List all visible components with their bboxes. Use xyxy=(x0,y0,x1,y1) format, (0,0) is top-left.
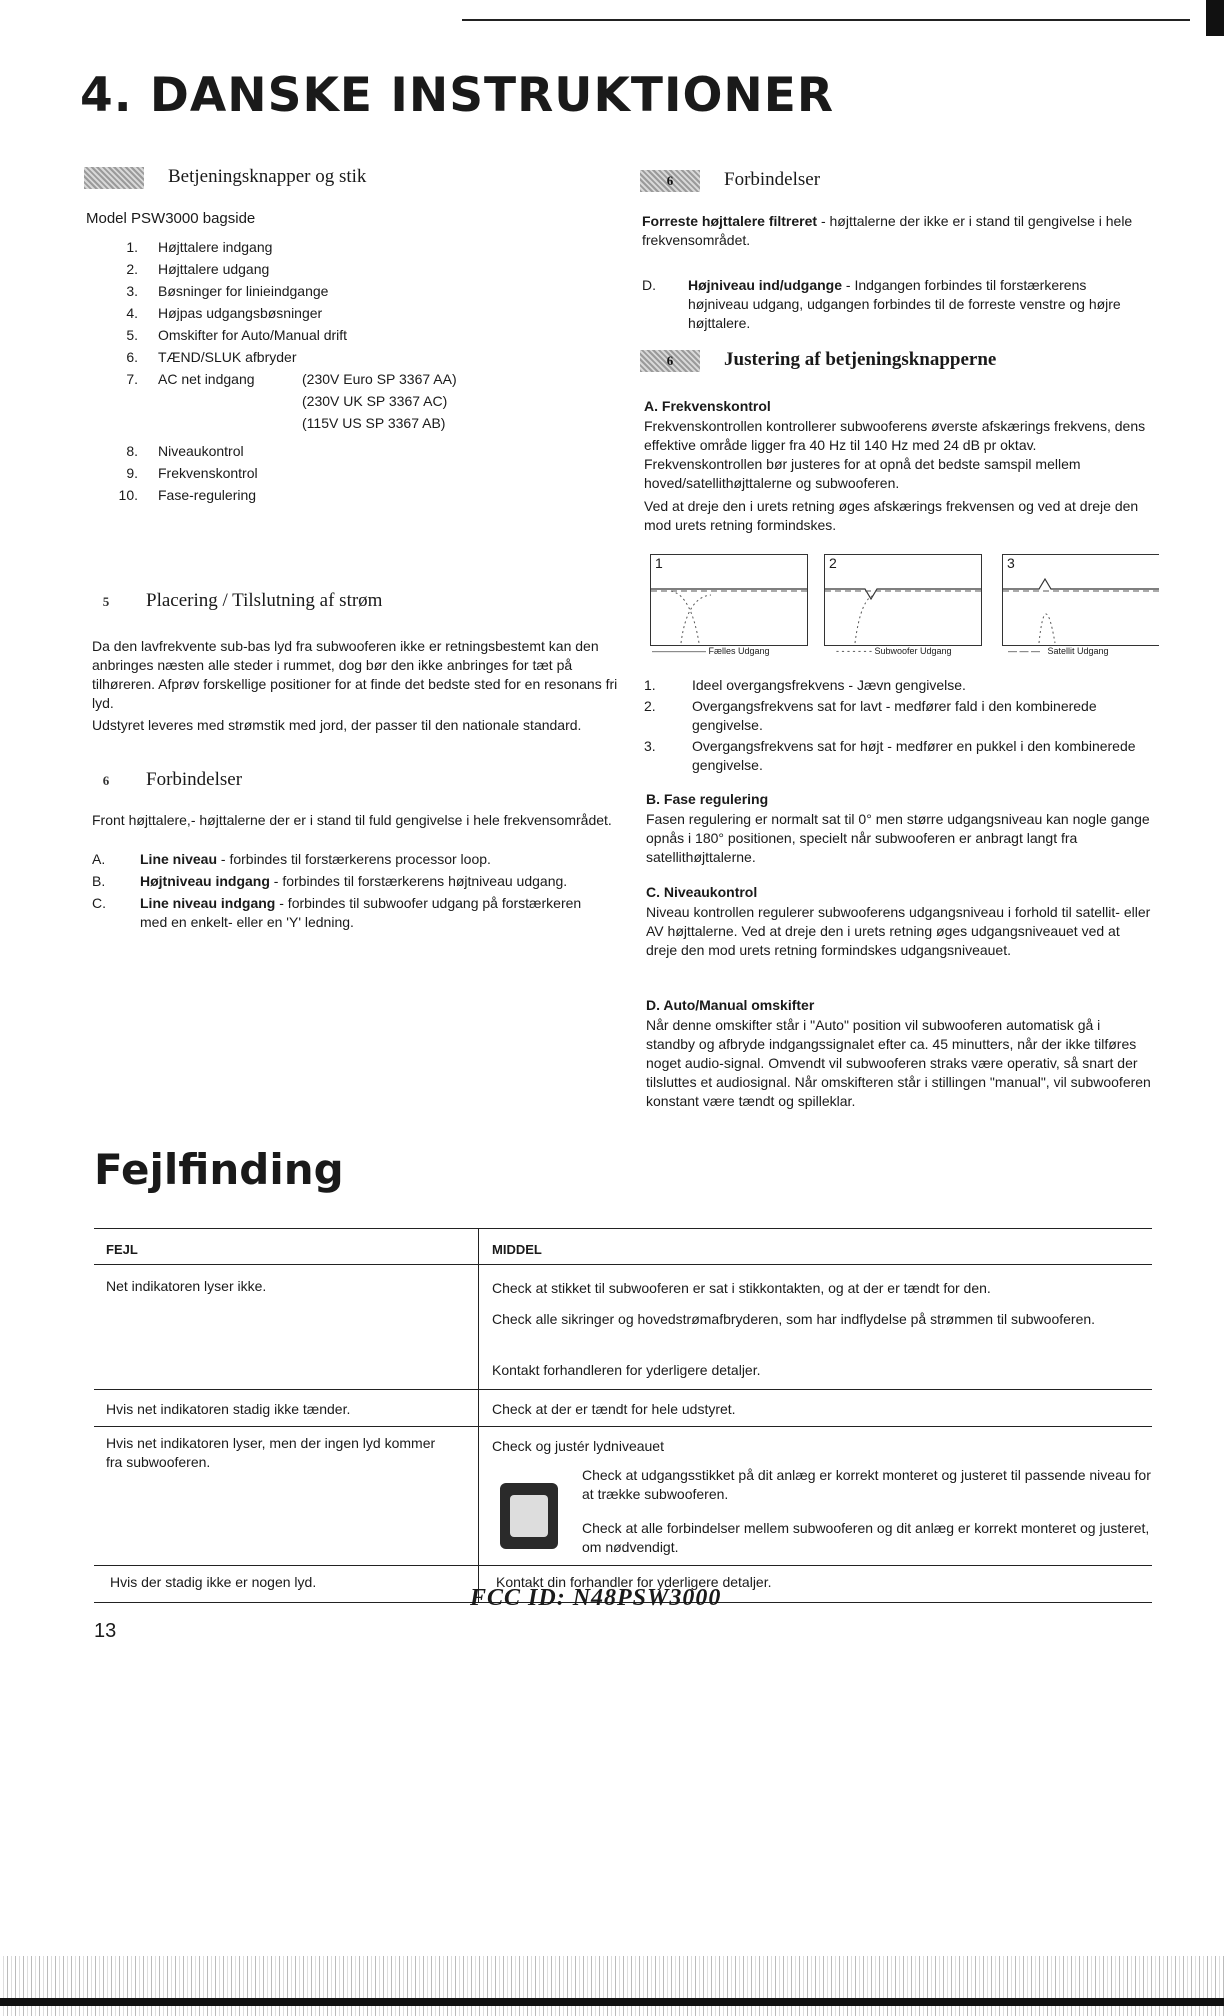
section-badge-icon xyxy=(84,167,144,189)
adjustment-heading: 6 Justering af betjeningsknapperne xyxy=(640,349,996,372)
table-rule xyxy=(94,1228,1152,1229)
list-item: 1. Højttalere indgang xyxy=(126,239,273,255)
scan-noise xyxy=(0,1956,1224,2016)
list-item: 2. Højttalere udgang xyxy=(126,261,270,277)
phase-title: B. Fase regulering xyxy=(646,791,769,807)
list-item: 10. Fase-regulering xyxy=(118,487,257,503)
list-item: 8. Niveaukontrol xyxy=(126,443,244,459)
table-row-middel: Check at alle forbindelser mellem subwooferen og dit anlæg er korrekt monteret og justeret, om nødvendigt. xyxy=(582,1520,1150,1555)
bottom-bar xyxy=(0,1998,1224,2006)
section-connections-heading: 6 Forbindelser xyxy=(102,769,243,790)
table-rule xyxy=(94,1389,1152,1390)
list-item: 6. TÆND/SLUK afbryder xyxy=(126,349,297,365)
list-item: 5. Omskifter for Auto/Manual drift xyxy=(126,327,348,343)
table-row-middel: Check at udgangsstikket på dit anlæg er korrekt monteret og justeret til passende niveau for at trække subwooferen. xyxy=(582,1467,1151,1502)
table-rule xyxy=(94,1565,1152,1566)
model-label: Model PSW3000 bagside xyxy=(86,210,256,227)
table-divider xyxy=(478,1228,479,1602)
front-speakers-text: Forreste højttalere filtreret - højttalerne der ikke er i stand til gengivelse i hele frekvensområdet. xyxy=(642,213,1133,248)
auto-manual-title: D. Auto/Manual omskifter xyxy=(646,997,815,1013)
table-row-middel: Check at stikket til subwooferen er sat i stikkontakten, og at der er tændt for den. xyxy=(492,1280,991,1296)
phase-text: Fasen regulering er normalt sat til 0° men større udgangsniveau kan nogle gange opnås i 180° positionen, specielt når subwooferen er anbragt langt fra satellithøjttalerne. xyxy=(646,811,1150,865)
list-item: A. Line niveau - forbindes til forstærkerens processor loop. xyxy=(92,851,491,867)
legend-common: —————— Fælles Udgang xyxy=(652,646,770,656)
table-row-middel: Check alle sikringer og hovedstrømafbryderen, som har indflydelse på strømmen til subwooferen. xyxy=(492,1311,1096,1327)
fcc-id-stamp: FCC ID: N48PSW3000 xyxy=(470,1585,722,1611)
list-item: B. Højtniveau indgang - forbindes til forstærkerens højtniveau udgang. xyxy=(92,873,568,889)
list-item: 7. AC net indgang (230V Euro SP 3367 AA) (230V UK SP 3367 AC) (115V US SP 3367 AB) xyxy=(126,371,457,431)
table-row-fejl: Hvis net indikatoren lyser, men der ingen lyd kommer fra subwooferen. xyxy=(106,1435,436,1470)
freq-list xyxy=(644,676,1152,775)
level-title: C. Niveaukontrol xyxy=(646,884,758,900)
section-controls-heading: Betjeningsknapper og stik xyxy=(84,166,366,189)
table-row-fejl: Net indikatoren lyser ikke. xyxy=(106,1278,267,1294)
table-row-middel: Kontakt din forhandler for yderligere detaljer. xyxy=(496,1574,772,1590)
page-number: 13 xyxy=(94,1620,117,1642)
freq-title: A. Frekvenskontrol xyxy=(644,398,771,414)
auto-manual-text: Når denne omskifter står i "Auto" position vil subwooferen automatisk gå i standby og afbryde indgangssignalet efter ca. 45 minutters, når der ikke tilføres noget audio-signal. Omvendt vil subwooferen straks være operativ, så snart der tilsluttes et audiosignal. Når omskifteren står i stillingen "manual", vil subwooferen konstant være tændt og spilleklar. xyxy=(646,1017,1151,1109)
freq-text: Frekvenskontrollen kontrollerer subwooferens øverste afskærings frekvens, dens effektive område ligger fra 40 Hz til 140 Hz med 24 dB pr oktav. Frekvenskontrollen bør justeres for at opnå det bedste samspil mellem hoved/satellithøjttalerne og subwooferen. xyxy=(644,418,1146,491)
top-rule xyxy=(462,19,1190,21)
graph-ideal: 1 xyxy=(650,554,808,646)
table-row-middel: Kontakt forhandleren for yderligere detaljer. xyxy=(492,1362,761,1378)
subwoofer-icon xyxy=(500,1483,558,1549)
list-item: 2. Overgangsfrekvens sat for lavt - medfører fald i den kombinerede gengivelse. xyxy=(644,698,1097,733)
graph-too-low: 2 xyxy=(824,554,982,646)
list-item: 3. Overgangsfrekvens sat for højt - medfører en pukkel i den kombinerede gengivelse. xyxy=(644,738,1136,773)
list-item: 3. Bøsninger for linieindgange xyxy=(126,283,329,299)
page-title: 4. DANSKE INSTRUKTIONER xyxy=(80,68,835,123)
col-fejl-header: FEJL xyxy=(106,1242,138,1257)
section-placement-heading: 5 Placering / Tilslutning af strøm xyxy=(102,590,383,611)
controls-list xyxy=(98,236,578,506)
freq-text-2: Ved at dreje den i urets retning øges afskærings frekvensen og ved at dreje den mod urets retning formindskes. xyxy=(644,498,1139,533)
table-rule xyxy=(94,1264,1152,1265)
graph-too-high: 3 xyxy=(1002,554,1159,646)
list-item: 1. Ideel overgangsfrekvens - Jævn gengivelse. xyxy=(644,677,966,693)
d-item: D. Højniveau ind/udgange - Indgangen forbindes til forstærkerens højniveau udgang, udgangen forbindes til de forreste venstre og højre højttalere. xyxy=(642,277,1121,331)
connections-list xyxy=(92,850,612,932)
list-item: 9. Frekvenskontrol xyxy=(126,465,258,481)
list-item: C. Line niveau indgang - forbindes til subwoofer udgang på forstærkeren med en enkelt- eller en 'Y' ledning. xyxy=(92,895,582,930)
level-text: Niveau kontrollen regulerer subwooferens udgangsniveau i forhold til satellit- eller AV højttalerne. Ved at dreje den i urets retning øges udgangsniveauet ved at dreje den mod urets retning formindskes udgangsniveauet. xyxy=(646,904,1151,958)
legend-subwoofer: - - - - - - - Subwoofer Udgang xyxy=(836,646,952,656)
placement-text: Da den lavfrekvente sub-bas lyd fra subwooferen ikke er retningsbestemt kan den anbringes næsten alle steder i rummet, dog bør den ikke anbringes for tæt på tilhøreren. Afprøv forskellige positioner for at finde det bedste sted for en resonans fri lyd. xyxy=(92,638,618,711)
table-rule xyxy=(94,1426,1152,1427)
troubleshoot-title: Fejlfinding xyxy=(94,1145,344,1194)
col-middel-header: MIDDEL xyxy=(492,1242,542,1257)
placement-text-2: Udstyret leveres med strømstik med jord, der passer til den nationale standard. xyxy=(92,717,582,733)
list-item: 4. Højpas udgangsbøsninger xyxy=(126,305,323,321)
table-row-fejl: Hvis net indikatoren stadig ikke tænder. xyxy=(106,1401,351,1417)
connections-intro: Front højttalere,- højttalerne der er i stand til fuld gengivelse i hele frekvensområdet. xyxy=(92,812,612,828)
table-row-middel: Check og justér lydniveauet xyxy=(492,1438,664,1454)
legend-satellit: — — — Satellit Udgang xyxy=(1008,646,1109,656)
table-row-fejl: Hvis der stadig ikke er nogen lyd. xyxy=(110,1574,317,1590)
table-row-middel: Check at der er tændt for hele udstyret. xyxy=(492,1401,736,1417)
right-connections-heading: 6 Forbindelser xyxy=(640,169,820,192)
corner-mark xyxy=(1206,0,1224,36)
